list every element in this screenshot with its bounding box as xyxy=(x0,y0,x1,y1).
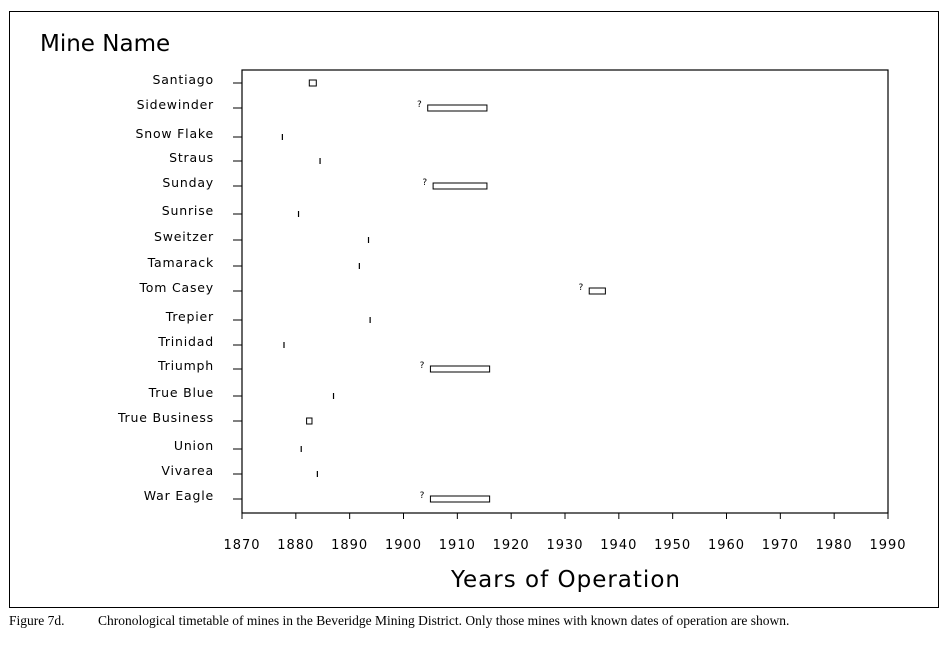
x-tick-label: 1970 xyxy=(761,538,799,553)
mine-name-label: Triumph xyxy=(158,358,214,373)
bars-layer xyxy=(282,80,605,502)
mine-name-label: Sunrise xyxy=(161,203,214,218)
x-tick-label: 1960 xyxy=(707,538,746,553)
mine-name-label: Tamarack xyxy=(147,255,214,270)
x-tick-label: 1930 xyxy=(546,538,584,553)
mine-name-label: Union xyxy=(173,438,214,453)
x-tick-label: 1940 xyxy=(600,538,638,553)
mine-name-label: Straus xyxy=(169,150,214,165)
plot-area xyxy=(242,70,888,513)
x-tick-label: 1990 xyxy=(869,538,907,553)
uncertain-marker: ? xyxy=(416,100,422,110)
x-tick-label: 1980 xyxy=(815,538,853,553)
x-tick-label: 1900 xyxy=(384,538,423,553)
y-axis-title: Mine Name xyxy=(40,31,171,57)
mine-bar xyxy=(430,496,489,502)
x-tick-label: 1950 xyxy=(654,538,692,553)
x-tick-label: 1920 xyxy=(492,538,530,553)
x-axis xyxy=(223,513,906,553)
mine-name-label: Santiago xyxy=(152,72,214,87)
uncertain-marker: ? xyxy=(578,283,584,293)
x-tick-label: 1880 xyxy=(277,538,315,553)
x-tick-label: 1910 xyxy=(438,538,476,553)
figure-caption xyxy=(9,612,944,629)
mine-name-label: Sweitzer xyxy=(153,229,214,244)
y-axis xyxy=(117,72,242,503)
caption-label: Figure 7d. xyxy=(9,613,65,628)
mine-name-label: Vivarea xyxy=(161,463,214,478)
mine-bar xyxy=(307,418,312,424)
mine-name-label: Tom Casey xyxy=(139,280,214,295)
mine-bar xyxy=(433,183,487,189)
x-tick-label: 1890 xyxy=(331,538,369,553)
mine-name-label: Trepier xyxy=(165,309,214,324)
mine-name-label: Sidewinder xyxy=(136,97,214,112)
mine-name-label: Trinidad xyxy=(158,334,214,349)
mine-name-label: Sunday xyxy=(162,175,214,190)
uncertain-marker: ? xyxy=(422,178,428,188)
uncertain-marker: ? xyxy=(419,491,425,501)
mine-name-label: Snow Flake xyxy=(135,126,214,141)
x-axis-title: Years of Operation xyxy=(451,567,681,593)
mine-bar xyxy=(428,105,487,111)
mine-name-label: True Business xyxy=(117,410,214,425)
mine-name-label: True Blue xyxy=(148,385,214,400)
caption-text: Chronological timetable of mines in the Beveridge Mining District. Only those mines with known dates of operation are shown. xyxy=(98,613,790,628)
mine-name-label: War Eagle xyxy=(143,488,214,503)
uncertain-marker: ? xyxy=(419,361,425,371)
x-tick-label: 1870 xyxy=(223,538,261,553)
mine-bar xyxy=(309,80,316,86)
mine-bar xyxy=(589,288,605,294)
mine-bar xyxy=(430,366,489,372)
